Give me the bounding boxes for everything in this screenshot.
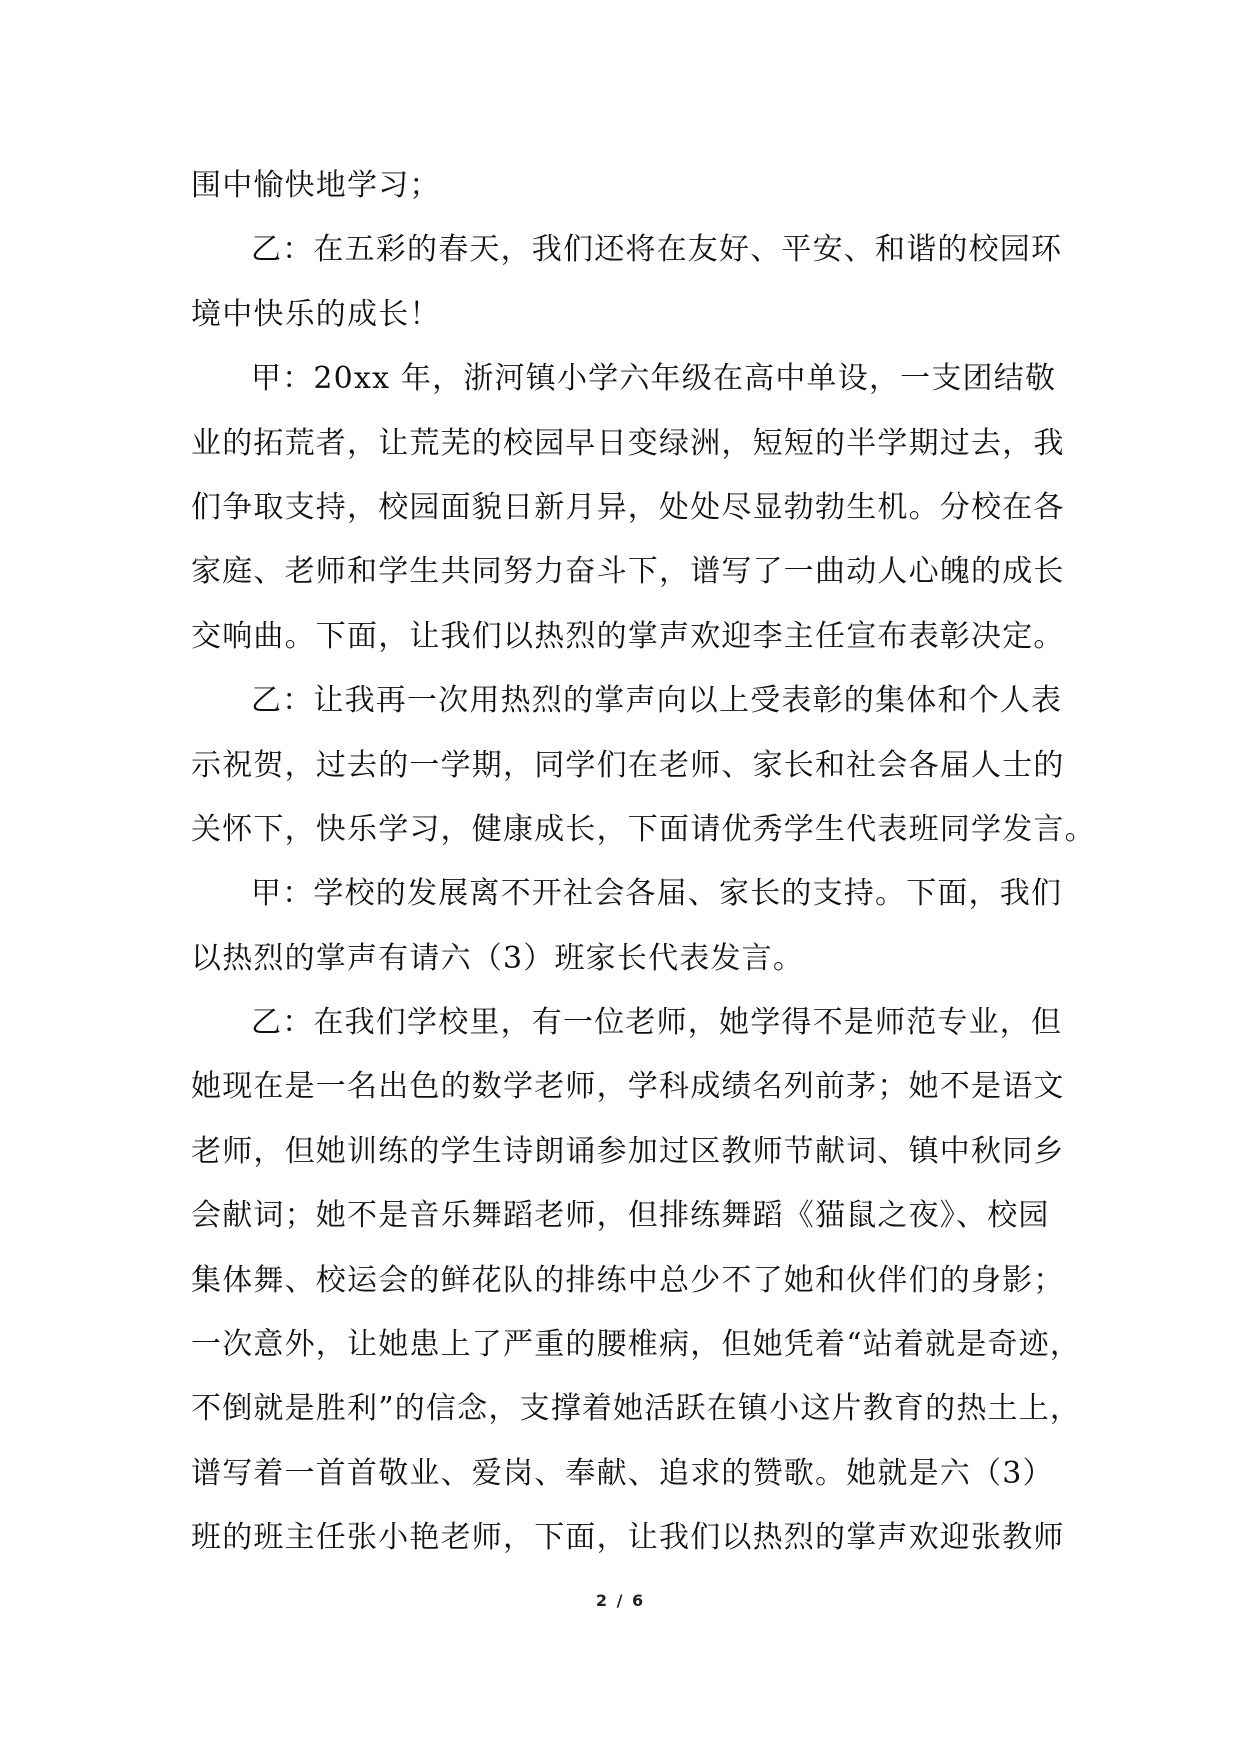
text-line: 业的拓荒者，让荒芜的校园早日变绿洲，短短的半学期过去，我: [191, 425, 1065, 461]
text-line: 乙：在五彩的春天，我们还将在友好、平安、和谐的校园环: [251, 232, 1063, 268]
text-line: 以热烈的掌声有请六（3）班家长代表发言。: [191, 940, 805, 976]
text-line: 乙：让我再一次用热烈的掌声向以上受表彰的集体和个人表: [251, 683, 1063, 719]
text-line: 乙：在我们学校里，有一位老师，她学得不是师范专业，但: [251, 1005, 1063, 1041]
text-line: 不倒就是胜利”的信念，支撑着她活跃在镇小这片教育的热土上，: [191, 1391, 1082, 1427]
text-line: 们争取支持，校园面貌日新月异，处处尽显勃勃生机。分校在各: [191, 489, 1065, 525]
text-line: 一次意外，让她患上了严重的腰椎病，但她凭着“站着就是奇迹，: [191, 1327, 1082, 1363]
text-line: 会献词；她不是音乐舞蹈老师，但排练舞蹈《猫鼠之夜》、校园: [191, 1198, 1050, 1234]
text-line: 家庭、老师和学生共同努力奋斗下，谱写了一曲动人心魄的成长: [191, 554, 1065, 590]
page-number: 2 / 6: [595, 1591, 646, 1610]
text-line: 甲：20xx 年，浙河镇小学六年级在高中单设，一支团结敬: [251, 361, 1057, 397]
text-line: 老师，但她训练的学生诗朗诵参加过区教师节献词、镇中秋同乡: [191, 1133, 1065, 1169]
text-line: 她现在是一名出色的数学老师，学科成绩名列前茅；她不是语文: [191, 1069, 1065, 1105]
text-line: 班的班主任张小艳老师，下面，让我们以热烈的掌声欢迎张教师: [191, 1520, 1065, 1556]
document-body: [191, 154, 1096, 1571]
text-line: 甲：学校的发展离不开社会各届、家长的支持。下面，我们: [251, 876, 1063, 912]
text-line: 谱写着一首首敬业、爱岗、奉献、追求的赞歌。她就是六（3）: [191, 1455, 1054, 1491]
text-line: 境中快乐的成长！: [191, 296, 441, 332]
text-line: 集体舞、校运会的鲜花队的排练中总少不了她和伙伴们的身影；: [191, 1262, 1065, 1298]
text-line: 围中愉快地学习；: [191, 168, 441, 203]
text-line: 示祝贺，过去的一学期，同学们在老师、家长和社会各届人士的: [191, 747, 1065, 783]
text-line: 交响曲。下面，让我们以热烈的掌声欢迎李主任宣布表彰决定。: [191, 618, 1065, 654]
text-line: 关怀下，快乐学习，健康成长，下面请优秀学生代表班同学发言。: [191, 811, 1096, 847]
